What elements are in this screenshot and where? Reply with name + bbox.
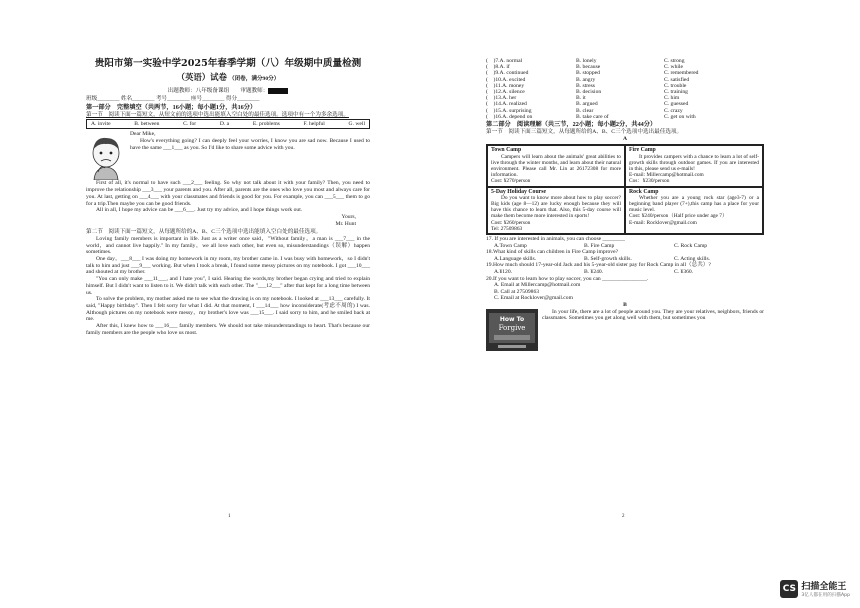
scanner-text (801, 579, 850, 598)
book-title-line1: How To (499, 315, 525, 323)
part2-title: 第二部分 阅读理解（共三节，22小题；每小题2分，共44分） (486, 121, 657, 129)
word-bank (86, 119, 370, 129)
subject-label: （英语）试卷 (176, 73, 227, 82)
word-option: D. a (219, 121, 230, 128)
camp-town: Town Camp Campers will learn about the animals' great abilities to live through the winter months, and learn about their natural environment. Please call Mr. Lin at 26172308 for more information. Cost: ¥270/person (487, 145, 625, 186)
teacher-line (86, 86, 370, 94)
passage-b-text: In your life, there are a lot of people around you. They are your relatives, neighbors, friends or classmates. Sometimes you get along well with them, but sometimes you (542, 308, 764, 322)
camp-holiday-course: 5-Day Holiday Course Do you want to know more about how to play soccer? Big kids (age 8—12) are lucky enough because they will have this chance to learn that. Also, this 5-day course will make them become more interested in sports! Cost: ¥260/person Tel: 27509863 (487, 187, 625, 234)
option-row: ( )14.A. realized B. argued C. guessed (486, 101, 689, 108)
letter-paragraph-3: All in all, I hope my advice can be ___6___. Just try my advice, and I hope things work out. (96, 207, 303, 214)
letter-closing: Yours, (341, 213, 356, 220)
question-text: 18.What kind of skills can children in Fire Camp improve? (486, 249, 619, 256)
book-title-line2: Forgive (498, 323, 526, 332)
question-20: 20.If you want to learn how to play soccer, you can ________________. (486, 275, 649, 282)
word-option: C. for (183, 121, 197, 128)
question-options: A.Language skills. B. Self-growth skills. C. Acting skills. (494, 255, 711, 262)
camscanner-logo-icon: CS (780, 580, 798, 598)
section2-instructions: 第二节 阅读下面一篇短文，从每题所给的A、B、C三个选项中选出能填入空白处的最佳选项。 (86, 229, 322, 236)
q20-option-a: A. Email at Millercamp@hotmail.com (494, 282, 581, 289)
passage2-paragraph: One day，___8___ I was doing my homework in my room, my brother came in. I was busy with homework，so I didn't talk to him and just ___9___ working. But when I took a break, I found some messy pictures on my notebook. I got ___10___ and shouted at my brother. (86, 256, 370, 276)
letter-intro (86, 131, 370, 180)
question-text: 17. If you are interested in animals, you can choose ________ (486, 236, 625, 243)
how-to-forgive-book-image (486, 309, 538, 351)
part2-section1-instructions: 第一节 阅读下面三篇短文，从每题所给的A、B、C三个选项中选出最佳选项。 (486, 129, 683, 136)
camp-fire: Fire Camp It provides campers with a chance to learn a lot of self-growth skills through outdoor games. If you are interested in this, please send us e-mails! E-mail: Millercamp@hotmail.com Cos：¥230/person (625, 145, 763, 186)
scanner-tagline: 3亿人都在用的扫描App (801, 593, 850, 598)
word-option: G. well (348, 121, 365, 128)
option-row: ( )7.A. normal B. lonely C. strong (486, 58, 685, 64)
section-b-label: B (623, 302, 627, 308)
option-row: ( )12.A. silence B. decision C. training (486, 89, 688, 96)
student-fields: 班级________ 姓名________ 考号________ 座号________ 得分________ (86, 96, 260, 102)
section-a-label: A (622, 135, 628, 142)
worried-boy-illustration (86, 134, 126, 180)
part1-title: 第一部分 完整填空（共两节，16小题；每小题1分，共16分） (86, 103, 257, 111)
question-options: A.¥120. B. ¥240. C. ¥360. (494, 269, 694, 276)
passage-b (486, 309, 764, 351)
question-options: A.Town Camp B. Fire Camp C. Rock Camp (494, 242, 708, 249)
question-text: 19.How much should 17-year-old Jack and his 5-year-old sister pay for Rock Camp in all（总共）? (486, 262, 711, 269)
letter-signature: Mr. Hunt (335, 220, 356, 227)
passage2-paragraph: "You can only make ___11___, and I hate you", I said. Hearing the words,my brother began crying and tried to explain himself. But I didn't want to listen to it. We didn't talk with each other. The "___12___" after that kept for a long time between us. (86, 276, 370, 296)
option-row: ( )16.A. depend on B. take care of C. get on with (486, 113, 696, 120)
exam-title: 贵阳市第一实验中学2025年春季学期（八）年级期中质量检测 (94, 58, 362, 69)
option-row: ( )8.A. if B. because C. while (486, 64, 683, 71)
options-7-16 (486, 58, 764, 120)
page-number-left: 1 (228, 514, 231, 519)
scanner-name: 扫描全能王 (801, 582, 847, 592)
option-row: ( )13.A. her B. it C. him (486, 95, 680, 102)
section1-instructions: 第一节 阅读下面一篇短文，从短文前的选项中选出能填入空白处的最佳选项。选项中有一个为多余选项。 (86, 111, 349, 118)
right-column (486, 58, 764, 351)
camp-rock: Rock Camp Whether you are a young rock star (age3-7) or a beginning band player (7+),this camp has a place for your music level. Cost: ¥240/person（Half price under age 7） E-mail: Rocklover@gmail.com (625, 187, 763, 234)
teacher-text: 出题教师：八年级备课组 审题教师： (167, 88, 269, 94)
letter-paragraph-1: How's everything going? I can deeply feel your worries, I know you are sad now. Because I used to have the same ___1___ as you. So I'd like to share some advice with you. (130, 138, 370, 151)
option-row: ( )9.A. continued B. stopped C. remembered (486, 70, 699, 77)
subtitle-note: （闭卷，满分90分） (228, 76, 280, 82)
redacted-mark (268, 88, 288, 94)
q20-option-b: B. Call at 27509863 (494, 288, 540, 295)
word-option: F. helpful (303, 121, 325, 128)
page-number-right: 2 (622, 514, 625, 519)
passage2-paragraph: Loving family members is important in life. Just as a writer once said，"Without family，a man is ___7___ in the world，and cannot live happily." In my family，we all love each other, but even so, misunderstandings（误解）happen sometimes. (86, 235, 370, 256)
exam-subtitle (86, 73, 370, 84)
letter-top (130, 131, 370, 180)
q20-option-c: C. Email at Rocklover@gmail.com (494, 295, 573, 302)
option-row: ( )11.A. money B. stress C. trouble (486, 82, 687, 89)
left-column (86, 52, 370, 336)
word-option: A. invite (91, 121, 111, 128)
letter-greeting: Dear Mike, (130, 131, 156, 138)
option-row: ( )10.A. excited B. angry C. satisfied (486, 76, 690, 83)
camps-table (486, 144, 764, 235)
passage2-paragraph: After this, I knew how to ___16___ family members. We should not take misunderstandings to heart. That's because our family members are the people who love us most. (86, 323, 370, 336)
passage2-paragraph: To solve the problem, my mother asked me to see what the drawing is on my notebook. I looked at ___13___ carefully. It said, "Happy birthday". Then I felt sorry for what I did. At that moment, I ___14___ how inconsiderate(考虑不周的) I was. Although pictures on my notebook were messy，my brother's love was ___15___. I said sorry to him, and he smiled back at me. (86, 296, 370, 323)
scanner-watermark (780, 579, 850, 598)
questions-17-19 (486, 236, 764, 276)
option-row: ( )15.A. surprising B. clear C. crazy (486, 107, 683, 114)
word-option: B. between (134, 121, 160, 128)
word-option: E. problems (252, 121, 280, 128)
letter-paragraph-2: First of all, it's normal to have such ___2___ feeling. So why not talk about it with your family? Then, you need to improve the relationship ___3___ your parents and you. After all, parents are the ones who love you most and always care for you. At last, getting on ___4___ with your classmates and friends is good for you. For example, you can ___5___ them to go for a trip.Then maybe you can be good friends. (86, 180, 370, 207)
